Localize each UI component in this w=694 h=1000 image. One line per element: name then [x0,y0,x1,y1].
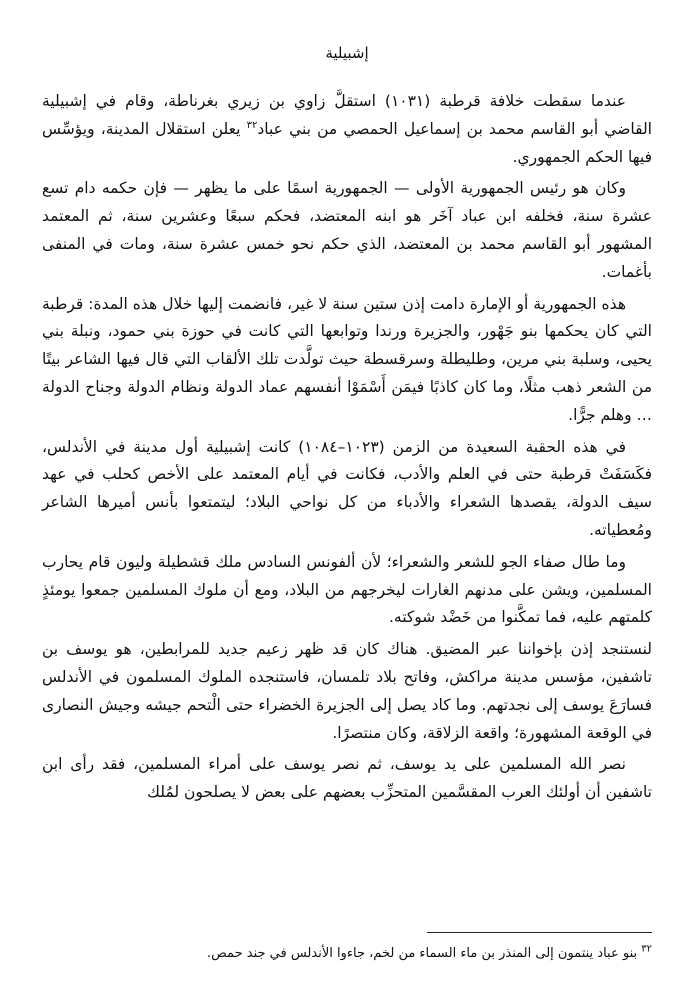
footnote [42,944,652,964]
footnote-ref-32[interactable]: ٣٢ [246,119,258,131]
footnote-text: بنو عباد ينتمون إلى المنذر بن ماء السماء من لخم، جاءوا الأندلس في جند حمص. [207,946,642,961]
paragraph-3: هذه الجمهورية أو الإمارة دامت إذن ستين سنة لا غير، فانضمت إليها خلال هذه المدة: قرطبة التي كان يحكمها بنو جَهْور، والجزيرة ورندا وتوابعها التي كانت في حوزة بني حمود، ونبلة بني يحيى، وسلبة بني مرين، وطليطلة وسرقسطة حيث تولَّدت تلك الألقاب التي قال فيها الشاعر بيتًا من الشعر ذهب مثلًا، وما كان كاذبًا فيمَن أَسْمَوْا أنفسهم عماد الدولة ونظام الدولة وجناح الدولة … وهلم جرًّا. [42,294,652,424]
running-header: إشبيلية [325,44,369,62]
paragraph-1-text: عندما سقطت خلافة قرطبة (١٠٣١) استقلَّ زاوي بن زيري بغرناطة، وقام في إشبيلية القاضي أبو القاسم محمد بن إسماعيل الحمصي من بني عباد [42,92,652,138]
paragraph-4: في هذه الحقبة السعيدة من الزمن (١٠٢٣–١٠٨٤) كانت إشبيلية أول مدينة في الأندلس، فكَسَفَتْ قرطبة حتى في العلم والأدب، فكانت في أيام المعتمد على الأخص كحلب في عهد سيف الدولة، يقصدها الشعراء والأدباء من كل نواحي البلاد؛ ليتمتعوا بأنس أميرها الشاعر ومُعطياته. [42,437,652,539]
paragraph-5: وما طال صفاء الجو للشعر والشعراء؛ لأن ألفونس السادس ملك قشطيلة وليون قام يحارب المسلمين، ويشن على مدنهم الغارات ليخرجهم من البلاد، ومع أن ملوك المسلمين جمعوا يومئذٍ كلمتهم عليه، فما تمكَّنوا من خَضْد شوكته. [42,552,652,627]
footnote-marker: ٣٢ [641,943,652,955]
paragraph-1-tail: يعلن استقلال المدينة، ويؤسِّس فيها الحكم الجمهوري. [42,119,652,166]
paragraph-2: وكان هو رئيس الجمهورية الأولى — الجمهورية اسمًا على ما يظهر — فإن حكمه دام تسع عشرة سنة، فخلفه ابن عباد آخَر هو ابنه المعتضد، فحكم سبعًا وعشرين سنة، ثم المعتمد المشهور أبو القاسم محمد بن المعتضد، الذي حكم نحو خمس عشرة سنة، ومات في المنفى بأغمات. [42,179,652,281]
paragraph-6: لنستنجد إذن بإخواننا عبر المضيق. هناك كان قد ظهر زعيم جديد للمرابطين، هو يوسف بن تاشفين، مؤسس مدينة مراكش، وفاتح بلاد تلمسان، فاستنجده الملوك المسلمون في الأندلس فسارَعَ يوسف إلى نجدتهم. وما كاد يصل إلى الجزيرة الخضراء حتى الْتحم جيشه وجيش النصارى في الوقعة المشهورة؛ واقعة الزلاقة، وكان منتصرًا. [42,640,652,742]
paragraph-7: نصر الله المسلمين على يد يوسف، ثم نصر يوسف على أمراء المسلمين، فقد رأى ابن تاشفين أن أولئك العرب المقسَّمين المتحزِّب بعضهم على بعض لا يصلحون لمُلك [42,755,652,802]
paragraph-1 [42,88,652,171]
footnote-divider [427,932,652,933]
body-text [42,88,652,807]
